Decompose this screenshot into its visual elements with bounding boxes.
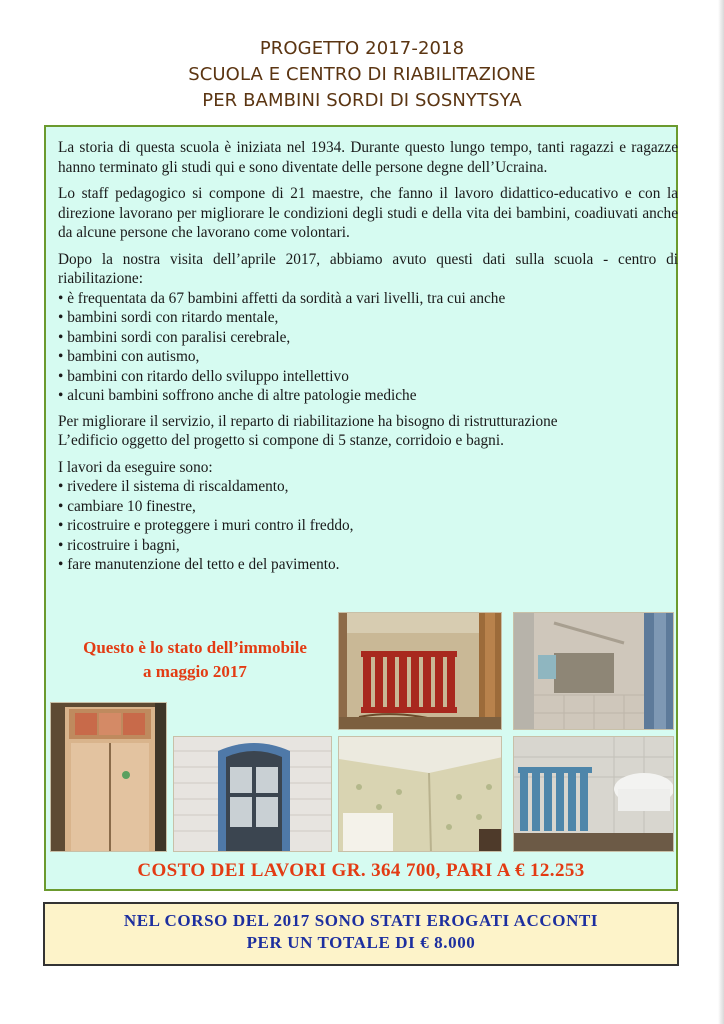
photo-caption bbox=[56, 636, 334, 684]
list-item: • bambini con autismo, bbox=[58, 347, 678, 367]
notice-line-2: PER UN TOTALE DI € 8.000 bbox=[246, 933, 476, 952]
bathroom-sink-photo bbox=[513, 736, 674, 852]
list-item: • è frequentata da 67 bambini affetti da sordità a vari livelli, tra cui anche bbox=[58, 289, 678, 309]
room-corner-photo bbox=[338, 736, 502, 852]
list-item: • ricostruire e proteggere i muri contro il freddo, bbox=[58, 516, 678, 536]
list-item: • cambiare 10 finestre, bbox=[58, 497, 678, 517]
paragraph-staff: Lo staff pedagogico si compone di 21 maestre, che fanno il lavoro didattico-educativo e con la direzione lavorano per migliorare le condizioni degli studi e della vita dei bambini, coadiuvati anche da alcune persone che lavorano come volontari. bbox=[58, 185, 678, 241]
list-item: • alcuni bambini soffrono anche di altre patologie mediche bbox=[58, 386, 678, 406]
title-line-1: PROGETTO 2017-2018 bbox=[259, 38, 465, 59]
works-list bbox=[58, 477, 678, 575]
door-photo bbox=[50, 702, 167, 852]
bathroom-wall-photo bbox=[513, 612, 674, 730]
caption-line-1: Questo è lo stato dell’immobile bbox=[83, 638, 307, 657]
title-line-3: PER BAMBINI SORDI DI SOSNYTSYA bbox=[202, 90, 522, 111]
page-edge-shadow bbox=[718, 0, 724, 1024]
notice-line-1: NEL CORSO DEL 2017 SONO STATI EROGATI ACCONTI bbox=[123, 911, 599, 930]
radiator-photo bbox=[338, 612, 502, 730]
list-item: • bambini con ritardo dello sviluppo intellettivo bbox=[58, 367, 678, 387]
paragraph-renovation-need: Per migliorare il servizio, il reparto di riabilitazione ha bisogno di ristrutturazione bbox=[58, 412, 558, 430]
list-item: • ricostruire i bagni, bbox=[58, 536, 678, 556]
paragraph-works-intro: I lavori da eseguire sono: bbox=[58, 458, 213, 476]
title-line-2: SCUOLA E CENTRO DI RIABILITAZIONE bbox=[188, 64, 536, 85]
list-item: • fare manutenzione del tetto e del pavimento. bbox=[58, 555, 678, 575]
window-photo bbox=[173, 736, 332, 852]
list-item: • bambini sordi con ritardo mentale, bbox=[58, 308, 678, 328]
caption-line-2: a maggio 2017 bbox=[143, 662, 247, 681]
payments-notice bbox=[43, 902, 679, 966]
page-title bbox=[0, 36, 724, 114]
paragraph-visit: Dopo la nostra visita dell’aprile 2017, abbiamo avuto questi dati sulla scuola - centro di riabilitazione: bbox=[58, 250, 678, 287]
school-data-list bbox=[58, 289, 678, 406]
paragraph-history: La storia di questa scuola è iniziata nel 1934. Durante questo lungo tempo, tanti ragazzi e ragazze hanno terminato gli studi qui e sono diventate delle persone degne dell’Ucraina. bbox=[58, 139, 678, 176]
cost-summary: COSTO DEI LAVORI GR. 364 700, PARI A € 12.253 bbox=[137, 860, 585, 881]
paragraph-building: L’edificio oggetto del progetto si compone di 5 stanze, corridoio e bagni. bbox=[58, 432, 504, 449]
list-item: • rivedere il sistema di riscaldamento, bbox=[58, 477, 678, 497]
body-text bbox=[58, 138, 678, 581]
list-item: • bambini sordi con paralisi cerebrale, bbox=[58, 328, 678, 348]
